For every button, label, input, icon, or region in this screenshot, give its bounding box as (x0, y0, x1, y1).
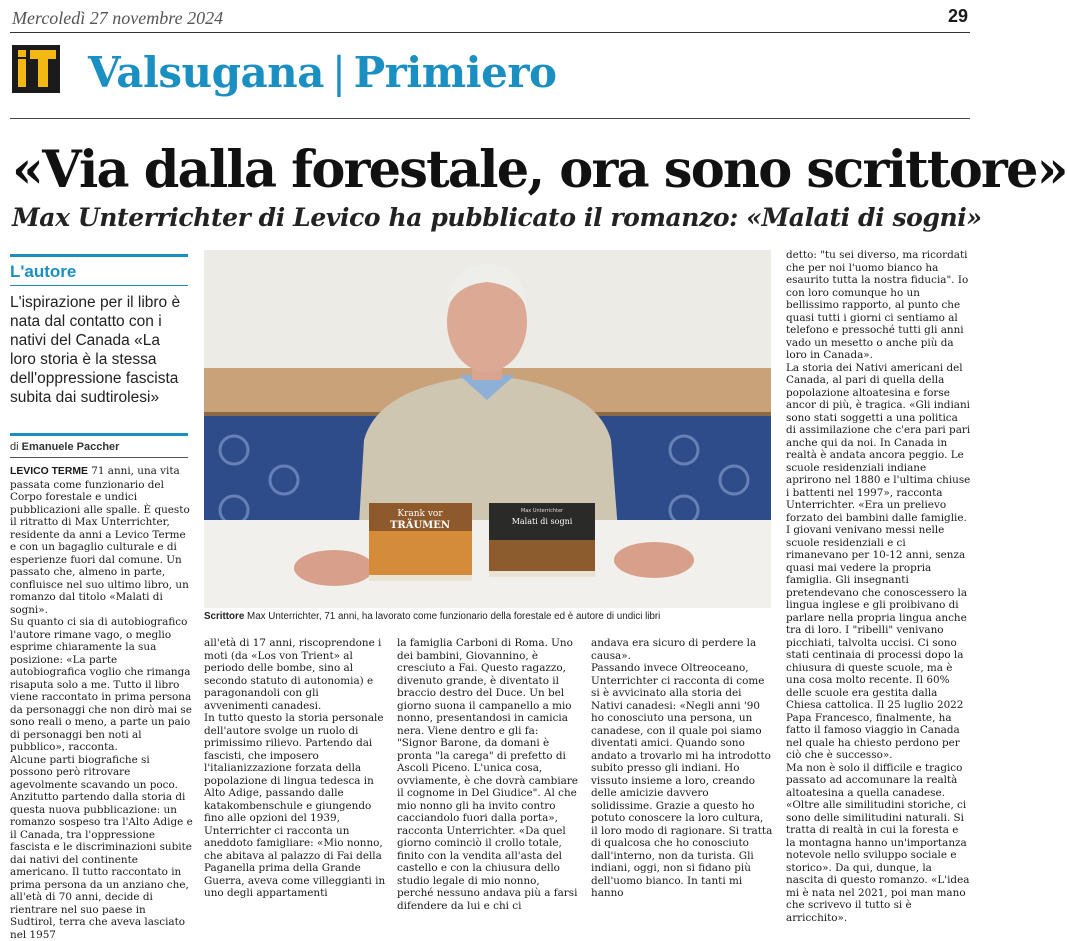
paragraph: Passando invece Oltreoceano, Unterrichter ci racconta di come si è avvicinato alla storia dei Nativi canadesi: «Negli anni '90 ho conosciuto una persona, un canadese, con il quale poi siamo diventati amici. Quando sono andato a trovarlo mi ha introdotto subito presso gli indiani. Ho vissuto insieme a loro, creando delle amicizie davvero solidissime. Grazie a questo ho potuto conoscere la loro cultura, il loro modo di ragionare. Si tratta di qualcosa che ho conosciuto dall'interno, non da turista. Gli indiani, oggi, non si fidano più dell'uomo bianco. In tanti mi hanno (591, 662, 773, 900)
book-malati-di-sogni (489, 503, 595, 577)
photo-caption (204, 611, 771, 622)
article-column-5 (786, 249, 971, 865)
section-name: Valsugana (88, 48, 324, 97)
newspaper-logo (12, 45, 60, 93)
book2-author: Max Unterrichter (521, 508, 564, 514)
section-divider (10, 118, 970, 119)
paragraph: LEVICO TERME 71 anni, una vita passata come funzionario del Corpo forestale e undici pubblicazioni alle spalle. È questo il ritratto di Max Unterrichter, residente da anni a Levico Terme e con un bagaglio culturale e di esperienze fuori dal comune. Un passato che, almeno in parte, confluisce nel suo ultimo libro, un romanzo dal titolo «Malati di sogni». (10, 465, 193, 616)
photo-illustration (204, 250, 771, 608)
page-number: 29 (948, 6, 968, 27)
paragraph: all'età di 17 anni, riscoprendone i moti (da «Los von Trient» al periodo delle bombe, sino al secondo statuto di autonomia) e paragonandoli con gli avvenimenti canadesi. (204, 637, 386, 712)
sidebar-label: L'autore (10, 262, 76, 282)
headline: «Via dalla forestale, ora sono scrittore» (12, 140, 970, 200)
paragraph: Ma non è solo il difficile e tragico passato ad accomunare la realtà altoatesina a quella canadese. «Oltre alle similitudini storiche, ci sono delle similitudini naturali. Si tratta di realtà in cui la foresta e la montagna hanno un'importanza notevole nello sviluppo sociale e storico». Da qui, dunque, la nascita di questo romanzo. «L'idea mi è nata nel 2021, poi man mano che scrivevo il tutto si è arricchito». (786, 762, 971, 925)
book-krank-vor-traeumen (369, 503, 472, 581)
sidebar-rule (10, 285, 188, 286)
paragraph: La storia dei Nativi americani del Canada, al pari di quella della popolazione altoatesina e forse ancor di più, è tragica. «Gli indiani sono stati soggetti a una politica di assimilazione che c'era pari pari anche qui da noi. In Canada in realtà è andata ancora peggio. Le scuole residenziali indiane aprirono nel 1880 e l'ultima chiuse i battenti nel 1997», racconta Unterrichter. «Era un prelievo forzato dei bambini dalle famiglie. I giovani venivano messi nelle scuole residenziali e ci rimanevano per 10-12 anni, senza quasi mai vedere la propria famiglia. Gli insegnanti pretendevano che conoscessero la lingua inglese e gli proibivano di parlare nella propria lingua anche tra di loro. I "ribelli" venivano picchiati, talvolta uccisi. Ci sono stati centinaia di processi dopo la chiusura di queste scuole, ma è una cosa molto recente. Il 60% delle scuole era gestita dalla Chiesa cattolica. Il 25 luglio 2022 Papa Francesco, finalmente, ha fatto il famoso viaggio in Canada nel quale ha chiesto perdono per ciò che è successo». (786, 362, 971, 762)
top-divider (10, 32, 970, 33)
paragraph: la famiglia Carboni di Roma. Uno dei bambini, Giovannino, è cresciuto a Fai. Questo ragazzo, divenuto grande, è diventato il braccio destro del Duce. Un bel giorno suona il campanello a mio nonno, presentandosi in camicia nera. Viene dentro e gli fa: "Signor Barone, da domani è pronta "la carega" di prefetto di Ascoli Piceno. L'unica cosa, ovviamente, è che dovrà cambiare il cognome in Del Giudice". Al che mio nonno gli ha invito contro cacciandolo fuori dalla porta», racconta Unterrichter. «Da quel giorno cominciò il crollo totale, finito con la vendita all'asta del castello e con la chiusura dello studio legale di mio nonno, perché nessuno andava più a farsi difendere da lui e chi ci (397, 637, 579, 912)
section-name-2: Primiero (354, 48, 557, 97)
section-title (88, 48, 557, 97)
article-column-1 (10, 465, 193, 865)
dateline: LEVICO TERME (10, 466, 88, 477)
sidebar-rule (10, 433, 188, 436)
caption-text: Max Unterrichter, 71 anni, ha lavorato come funzionario della forestale ed è autore di undici libri (247, 611, 660, 622)
byline-rule (10, 457, 188, 458)
article-column-2 (204, 637, 386, 865)
book1-title-top: Krank vor (397, 509, 443, 519)
section-separator: | (332, 48, 346, 97)
byline (10, 441, 119, 453)
article-column-4 (591, 637, 773, 865)
subheadline: Max Unterrichter di Levico ha pubblicato il romanzo: «Malati di sogni» (12, 203, 970, 232)
paragraph: andava era sicuro di perdere la causa». (591, 637, 773, 662)
article-column-3 (397, 637, 579, 865)
sidebar-summary: L'ispirazione per il libro è nata dal contatto con i nativi del Canada «La loro storia è la stessa dell'oppressione fascista subita dai sudtirolesi» (10, 293, 190, 407)
author-name: Emanuele Paccher (22, 441, 120, 453)
issue-date: Mercoledì 27 novembre 2024 (12, 8, 223, 29)
book1-title-bottom: TRÄUMEN (390, 518, 450, 531)
book2-title: Malati di sogni (512, 517, 573, 526)
paragraph: Alcune parti biografiche si possono però ritrovare agevolmente scavando un poco. Anzitutto partendo dalla storia di questa nuova pubblicazione: un romanzo sospeso tra l'Alto Adige e il Canada, tra l'oppressione fascista e le discriminazioni subite dai nativi del continente americano. Il tutto raccontato in prima persona da un anziano che, all'età di 70 anni, decide di rientrare nel suo paese in Sudtirol, terra che aveva lasciato nel 1957 (10, 754, 193, 941)
byline-prefix: di (10, 441, 19, 453)
paragraph: In tutto questo la storia personale dell'autore svolge un ruolo di primissimo rilievo. Partendo dai fascisti, che imposero l'italianizzazione forzata della popolazione di lingua tedesca in Alto Adige, passando dalle katakombenschule e giungendo fino alle opzioni del 1939, Unterrichter ci racconta un aneddoto famigliare: «Mio nonno, che abitava al palazzo di Fai della Paganella prima della Grande Guerra, aveva come villeggianti in uno degli appartamenti (204, 712, 386, 900)
sidebar-rule (10, 254, 188, 257)
paragraph: Su quanto ci sia di autobiografico l'autore rimane vago, o meglio esprime chiaramente la sua posizione: «La parte autobiografica voglio che rimanga risaputa solo a me. Tutto il libro viene raccontato in prima persona da personaggi che non dirò mai se sono reali o meno, a parte un paio di personaggi ben noti al pubblico», racconta. (10, 616, 193, 754)
paragraph: detto: "tu sei diverso, ma ricordati che per noi l'uomo bianco ha esaurito tutta la nostra fiducia". Io con loro comunque ho un bellissimo rapporto, al punto che quasi tutti i giorni ci sentiamo al telefono e pressoché tutti gli anni vado un mesetto o anche più da loro in Canada». (786, 249, 971, 362)
author-photo (204, 250, 771, 608)
caption-label: Scrittore (204, 611, 244, 622)
